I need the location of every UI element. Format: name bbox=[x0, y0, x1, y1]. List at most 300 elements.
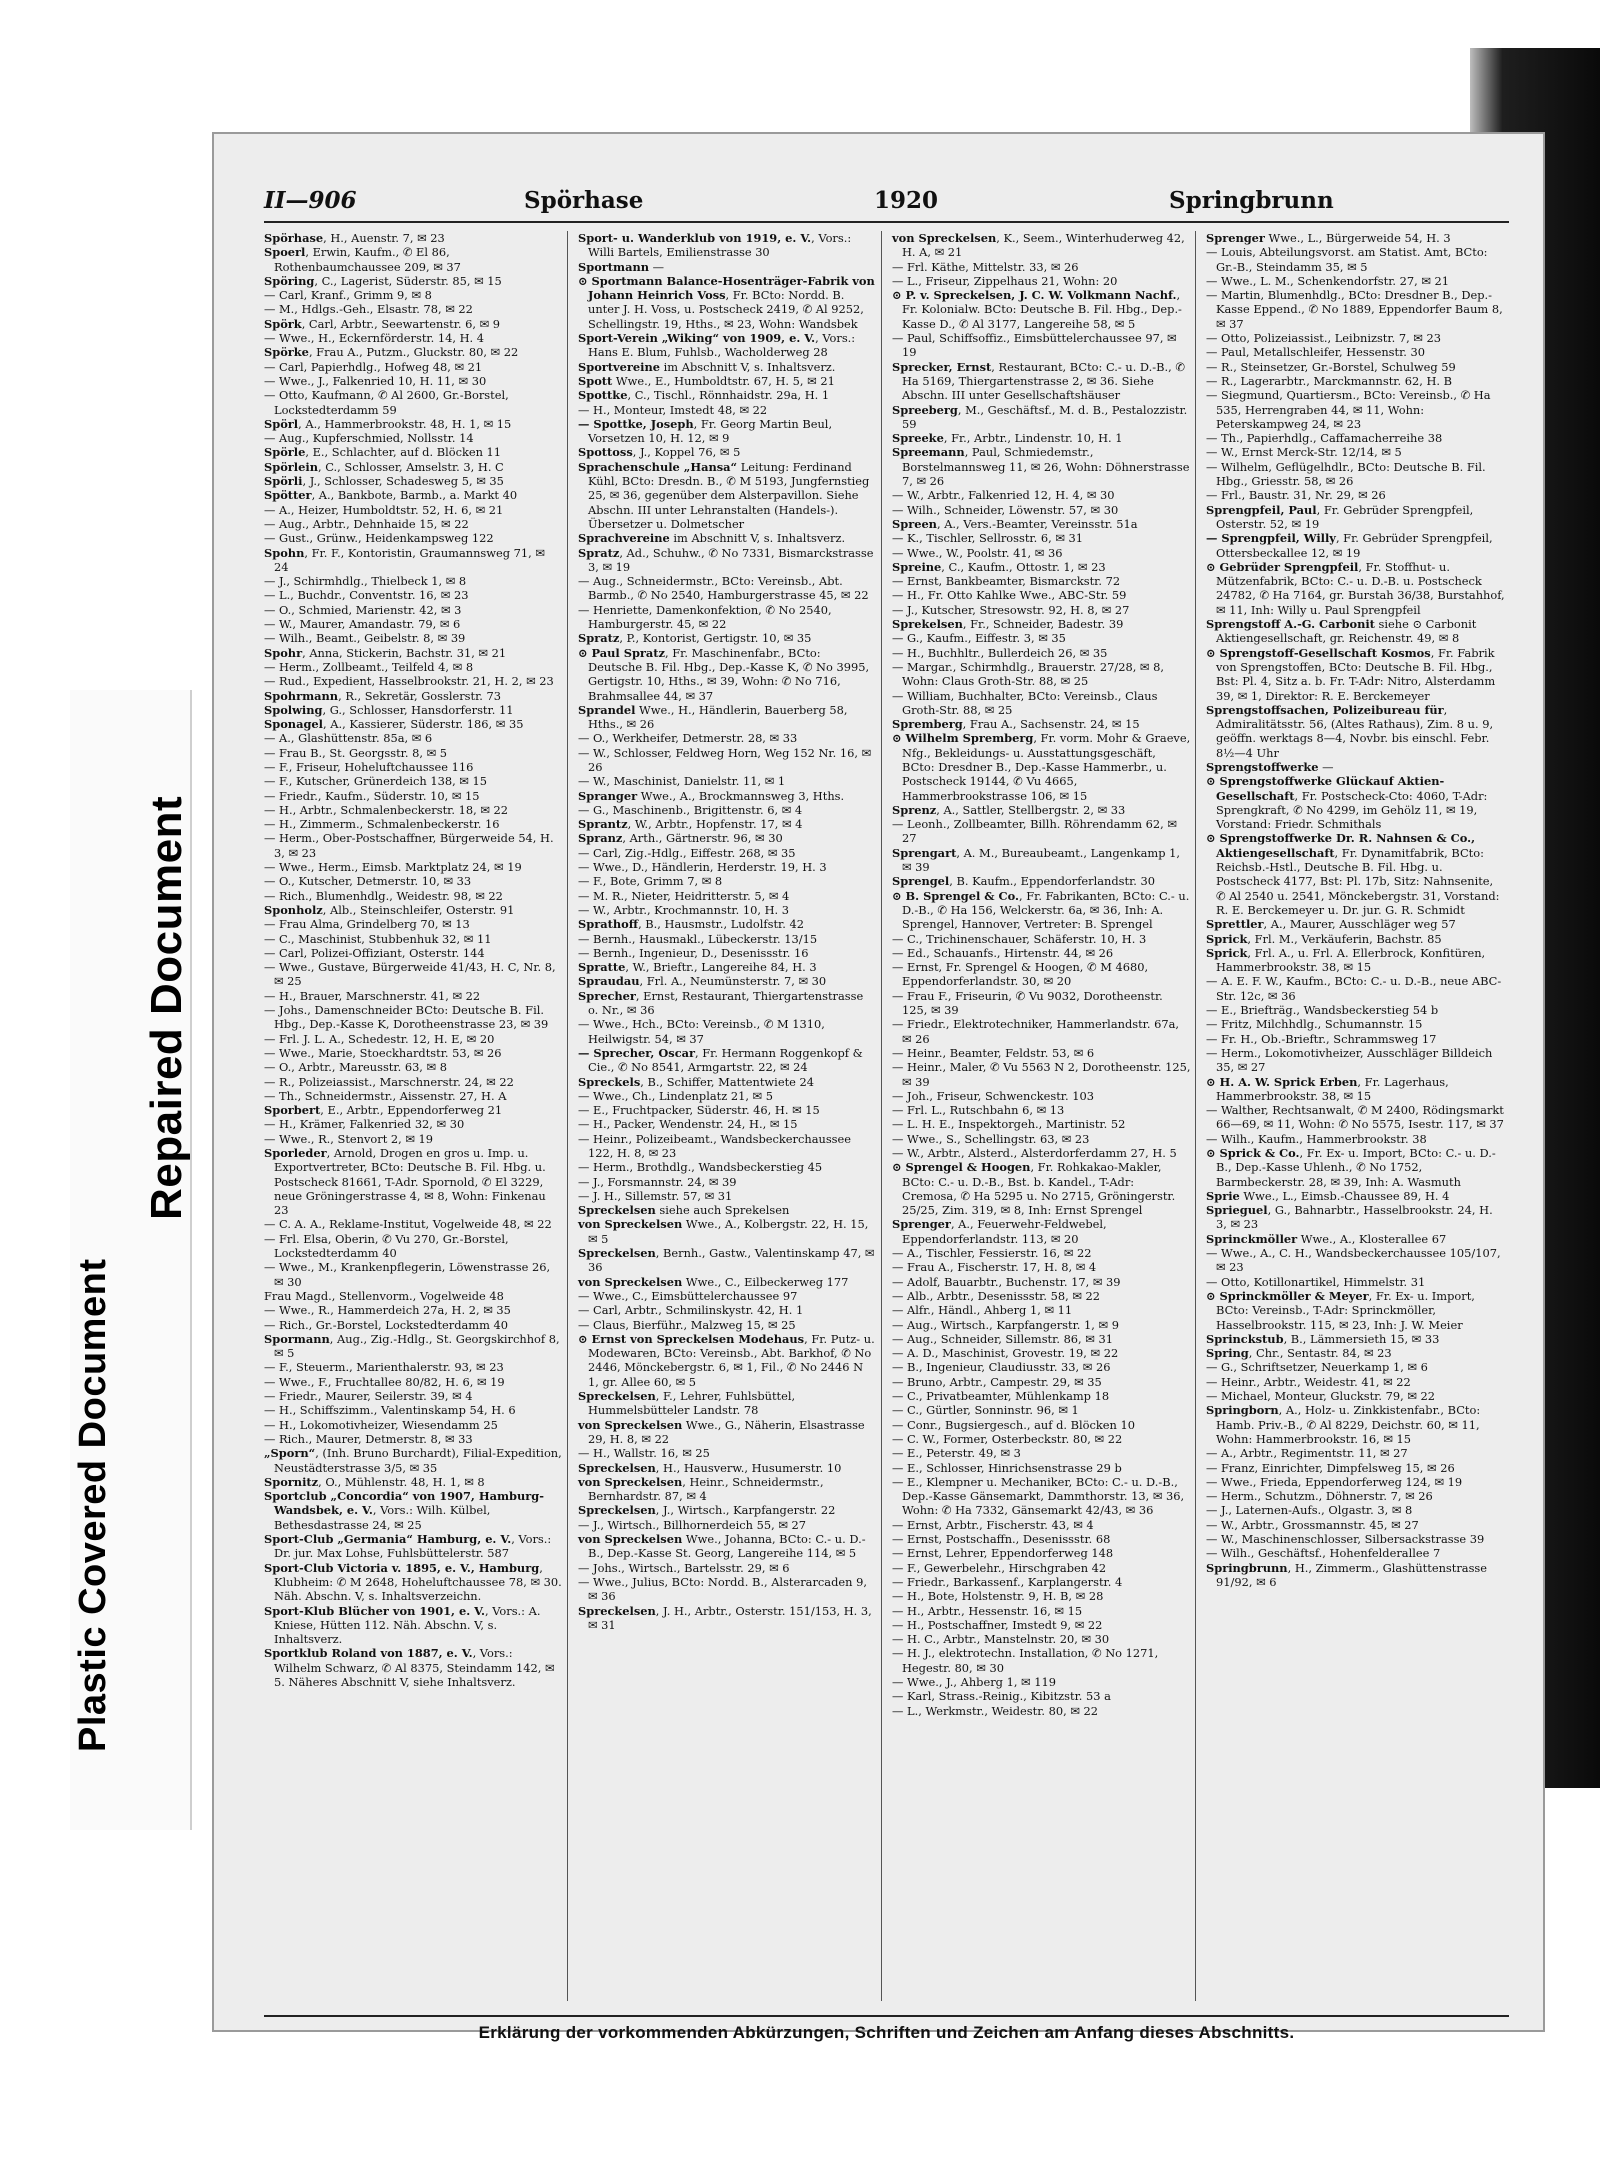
entry-details: , Klubheim: ✆ M 2648, Hoheluftchaussee 78, ✉ 30. Näh. Abschn. V, s. Inhaltsverzeichn. bbox=[274, 1560, 562, 1604]
entry-details: — Fr. H., Ob.-Brieftr., Schrammsweg 17 bbox=[1206, 1031, 1437, 1046]
entry-details: , G., Bahnarbtr., Hasselbrookstr. 24, H. 3, ✉ 23 bbox=[1216, 1203, 1493, 1232]
directory-entry bbox=[1206, 945, 1505, 975]
directory-entry bbox=[264, 817, 563, 832]
entry-name: Sprick bbox=[1206, 945, 1248, 960]
entry-details: — Herm., Lokomotivheizer, Ausschläger Billdeich 35, ✉ 27 bbox=[1206, 1045, 1493, 1075]
directory-entry bbox=[1206, 645, 1505, 703]
directory-entry bbox=[1206, 1146, 1505, 1189]
directory-entry bbox=[264, 888, 563, 903]
entry-details: Wwe., Johanna, BCto: C.- u. D.-B., Dep.-Kasse St. Georg, Langereihe 114, ✉ 5 bbox=[588, 1532, 866, 1561]
entry-details: — Wwe., R., Stenvort 2, ✉ 19 bbox=[264, 1131, 434, 1146]
entry-name: Spormann bbox=[264, 1331, 330, 1346]
directory-entry bbox=[264, 516, 563, 531]
entry-details: , B. Kaufm., Eppendorferlandstr. 30 bbox=[949, 874, 1156, 889]
repaired-document-label: Repaired Document bbox=[142, 795, 191, 1220]
directory-entry bbox=[264, 345, 563, 360]
entry-details: , Arnold, Drogen en gros u. Imp. u. Exportvertreter, BCto: Deutsche B. Fil. Hbg. u. Postscheck 81661, T-Adr. Spornold, ✆ El 3229, neue Gröningerstrasse 4, ✉ 8, Wohn: Finkenau 23 bbox=[274, 1146, 546, 1218]
entry-details: — Heinr., Beamter, Feldstr. 53, ✉ 6 bbox=[892, 1045, 1095, 1060]
entry-details: , Fr., Arbtr., Lindenstr. 10, H. 1 bbox=[943, 431, 1123, 446]
entry-details: — H., Buchhltr., Bullerdeich 26, ✉ 35 bbox=[892, 645, 1108, 660]
directory-entry bbox=[1206, 245, 1505, 274]
directory-entry bbox=[892, 273, 1191, 288]
entry-name: Spreckelsen bbox=[578, 1503, 656, 1518]
entry-name: Spornitz bbox=[264, 1474, 319, 1489]
directory-entry bbox=[578, 888, 877, 903]
directory-entry bbox=[578, 917, 877, 932]
directory-entry bbox=[892, 1117, 1191, 1132]
directory-entry bbox=[892, 1617, 1191, 1632]
entry-name: Sprengstoffsachen, Polizeibureau für bbox=[1206, 702, 1444, 717]
entry-details: — A., Heizer, Humboldtstr. 52, H. 6, ✉ 21 bbox=[264, 502, 504, 517]
directory-entry bbox=[578, 1074, 877, 1089]
directory-entry bbox=[892, 945, 1191, 960]
entry-details: — Herm., Ober-Postschaffner, Bürgerweide 54, H. 3, ✉ 23 bbox=[264, 831, 554, 860]
entry-details: — Wwe., D., Händlerin, Herderstr. 19, H. 3 bbox=[578, 860, 827, 875]
abbreviation-note: Erklärung der vorkommenden Abkürzungen, Schriften und Zeichen am Anfang dieses Abschnitts. bbox=[264, 2015, 1509, 2043]
directory-entry bbox=[578, 1017, 877, 1046]
entry-details: — J., Kutscher, Stresowstr. 92, H. 8, ✉ 27 bbox=[892, 602, 1130, 617]
directory-entry bbox=[578, 1460, 877, 1475]
directory-entry bbox=[892, 531, 1191, 546]
directory-entry bbox=[892, 731, 1191, 803]
entry-details: — Wwe., Julius, BCto: Nordd. B., Alsterarcaden 9, ✉ 36 bbox=[578, 1574, 867, 1604]
directory-entry bbox=[892, 1460, 1191, 1475]
entry-details: , Fr. Ex- u. Import, BCto: Vereinsb., T-Adr: Sprinckmöller, Hasselbrookstr. 115, ✉ 23, Inh: J. W. Meier bbox=[1216, 1288, 1475, 1332]
entry-name: Sportmann bbox=[578, 259, 650, 274]
entry-details: — Otto, Polizeiassist., Leibnizstr. 7, ✉ 23 bbox=[1206, 331, 1441, 346]
directory-entry bbox=[1206, 1188, 1505, 1203]
entry-details: , Frau A., Sachsenstr. 24, ✉ 15 bbox=[962, 717, 1140, 732]
entry-details: — J., Forsmannstr. 24, ✉ 39 bbox=[578, 1174, 737, 1189]
directory-entry bbox=[1206, 1546, 1505, 1561]
directory-entry bbox=[892, 1288, 1191, 1303]
entry-details: Leitung: Ferdinand Kühl, BCto: Dresdn. B., ✆ M 5193, Jungfernstieg 25, ✉ 36, gegenüber dem Alsterpavillon. Siehe Abschn. III unter Lehranstalten (Handels-). Übersetzer u. Dolmetscher bbox=[588, 459, 870, 531]
entry-name: Sprinckstub bbox=[1206, 1331, 1284, 1346]
entry-name: Spranz bbox=[578, 831, 623, 846]
entry-details: — H., Wallstr. 16, ✉ 25 bbox=[578, 1446, 710, 1461]
directory-entry bbox=[264, 1031, 563, 1046]
directory-entry bbox=[578, 416, 877, 446]
directory-entry bbox=[578, 802, 877, 817]
entry-details: — H., Arbtr., Schmalenbeckerstr. 18, ✉ 22 bbox=[264, 802, 508, 817]
entry-details: — F., Gewerbelehr., Hirschgraben 42 bbox=[892, 1560, 1107, 1575]
entry-details: — G., Kaufm., Eiffestr. 3, ✉ 35 bbox=[892, 631, 1066, 646]
entry-details: — J. H., Sillemstr. 57, ✉ 31 bbox=[578, 1188, 733, 1203]
directory-entry bbox=[264, 302, 563, 317]
entry-details: , E., Schlachter, auf d. Blöcken 11 bbox=[305, 445, 502, 460]
directory-entry bbox=[264, 1117, 563, 1132]
directory-entry bbox=[892, 631, 1191, 646]
entry-details: — M., Hdlgs.-Geh., Elsastr. 78, ✉ 22 bbox=[264, 302, 473, 317]
entry-details: — G., Schriftsetzer, Neuerkamp 1, ✉ 6 bbox=[1206, 1360, 1428, 1375]
entry-details: , O., Mühlenstr. 48, H. 1, ✉ 8 bbox=[318, 1474, 485, 1489]
entry-name: Spreckelsen bbox=[578, 1203, 656, 1218]
directory-entry bbox=[892, 1246, 1191, 1261]
entry-details: — F., Steuerm., Marienthalerstr. 93, ✉ 23 bbox=[264, 1360, 504, 1375]
entry-details: — Frau F., Friseurin, ✆ Vu 9032, Dorotheenstr. 125, ✉ 39 bbox=[892, 988, 1163, 1018]
entry-details: — Frl. Käthe, Mittelstr. 33, ✉ 26 bbox=[892, 259, 1079, 274]
entry-details: Wwe., A., Kolbergstr. 22, H. 15, ✉ 5 bbox=[588, 1217, 869, 1246]
entry-details: , A., Feuerwehr-Feldwebel, Eppendorferlandstr. 113, ✉ 20 bbox=[902, 1217, 1107, 1246]
entry-details: , Fr. Postscheck-Cto: 4060, T-Adr: Sprengkraft, ✆ No 4299, im Gehölz 11, ✉ 19, Vorstand: Friedr. Schmithals bbox=[1216, 788, 1488, 832]
entry-details: Wwe., L., Bürgerweide 54, H. 3 bbox=[1264, 231, 1451, 245]
directory-entry bbox=[578, 531, 877, 546]
directory-entry bbox=[1206, 1446, 1505, 1461]
entry-details: , B., Hausmstr., Ludolfstr. 42 bbox=[638, 917, 804, 932]
directory-entry bbox=[578, 373, 877, 388]
directory-entry bbox=[892, 545, 1191, 560]
entry-name: — Sprengpfeil, Willy bbox=[1206, 531, 1336, 546]
directory-entry bbox=[892, 817, 1191, 846]
directory-entry bbox=[264, 1146, 563, 1218]
entry-details: , Ernst, Restaurant, Thiergartenstrasse o. Nr., ✉ 36 bbox=[588, 988, 864, 1018]
entry-details: — H. J., elektrotechn. Installation, ✆ No 1271, Hegestr. 80, ✉ 30 bbox=[892, 1646, 1159, 1675]
directory-entry bbox=[1206, 559, 1505, 617]
directory-entry bbox=[892, 574, 1191, 589]
directory-entry bbox=[1206, 1103, 1505, 1132]
directory-entry bbox=[578, 574, 877, 603]
entry-details: — Friedr., Maurer, Seilerstr. 39, ✉ 4 bbox=[264, 1389, 473, 1404]
entry-details: , Fr. Hermann Roggenkopf & Cie., ✆ No 8541, Armgartstr. 22, ✉ 24 bbox=[588, 1045, 863, 1075]
entry-details: , R., Sekretär, Gosslerstr. 73 bbox=[338, 688, 502, 703]
directory-entry bbox=[578, 331, 877, 360]
entry-details: , J., Koppel 76, ✉ 5 bbox=[632, 445, 741, 460]
entry-name: — Sprecher, Oscar bbox=[578, 1045, 696, 1060]
directory-entry bbox=[892, 1303, 1191, 1318]
entry-name: Sprie bbox=[1206, 1188, 1240, 1203]
entry-details: — Wilh., Kaufm., Hammerbrookstr. 38 bbox=[1206, 1131, 1427, 1146]
entry-name: Spolwing bbox=[264, 702, 323, 717]
entry-name: Spörhase bbox=[264, 231, 324, 245]
entry-details: — Wwe., J., Ahberg 1, ✉ 119 bbox=[892, 1674, 1056, 1689]
entry-name: Sprengstoff A.-G. Carbonit bbox=[1206, 617, 1375, 632]
entry-name: Spörk bbox=[264, 316, 302, 331]
entry-details: , Vors.: Wilhelm Schwarz, ✆ Al 8375, Steindamm 142, ✉ 5. Näheres Abschnitt V, siehe Inhaltsverz. bbox=[274, 1646, 555, 1689]
directory-entry bbox=[578, 960, 877, 975]
directory-entry bbox=[578, 931, 877, 946]
entry-name: Spraudau bbox=[578, 974, 640, 989]
entry-details: , H., Auenstr. 7, ✉ 23 bbox=[323, 231, 445, 245]
entry-details: — Wwe., S., Schellingstr. 63, ✉ 23 bbox=[892, 1131, 1090, 1146]
entry-details: — Heinr., Polizeibeamt., Wandsbeckerchaussee 122, H. 8, ✉ 23 bbox=[578, 1131, 852, 1160]
directory-entry bbox=[578, 1317, 877, 1332]
entry-details: — H., Lokomotivheizer, Wiesendamm 25 bbox=[264, 1417, 498, 1432]
entry-details: — O., Kutscher, Detmerstr. 10, ✉ 33 bbox=[264, 874, 472, 889]
entry-details: — Ernst, Arbtr., Fischerstr. 43, ✉ 4 bbox=[892, 1517, 1094, 1532]
entry-details: — Friedr., Kaufm., Süderstr. 10, ✉ 15 bbox=[264, 788, 480, 803]
entry-details: — Adolf, Bauarbtr., Buchenstr. 17, ✉ 39 bbox=[892, 1274, 1121, 1289]
entry-details: — Wilhelm, Geflügelhdlr., BCto: Deutsche B. Fil. Hbg., Griesstr. 58, ✉ 26 bbox=[1206, 459, 1486, 489]
entry-details: — Ed., Schauanfs., Hirtenstr. 44, ✉ 26 bbox=[892, 945, 1114, 960]
entry-name: ⊙ Sprengel & Hoogen bbox=[892, 1160, 1031, 1175]
entry-details: Wwe., E., Humboldtstr. 67, H. 5, ✉ 21 bbox=[612, 373, 835, 388]
entry-details: , Vors.: Hans E. Blum, Fuhlsb., Wacholderweg 28 bbox=[588, 331, 856, 360]
directory-entry bbox=[1206, 345, 1505, 360]
directory-entry bbox=[578, 988, 877, 1018]
entry-details: — Franz, Einrichter, Dimpfelsweg 15, ✉ 26 bbox=[1206, 1460, 1455, 1475]
entry-name: Spörlein bbox=[264, 459, 318, 474]
entry-details: — Bruno, Arbtr., Campestr. 29, ✉ 35 bbox=[892, 1374, 1102, 1389]
entry-details: — William, Buchhalter, BCto: Vereinsb., Claus Groth-Str. 88, ✉ 25 bbox=[892, 688, 1158, 717]
entry-details: — bbox=[649, 259, 665, 274]
entry-details: — C. W., Former, Osterbeckstr. 80, ✉ 22 bbox=[892, 1431, 1123, 1446]
entry-name: Sprantz bbox=[578, 817, 628, 832]
entry-details: , Fr. vorm. Mohr & Graeve, Nfg., Bekleidungs- u. Ausstattungsgeschäft, BCto: Dresdner B., Dep.-Kasse Hammerbr., u. Postscheck 19144, ✆ Vu 4665, Hammerbrookstrasse 106, ✉ 15 bbox=[902, 731, 1191, 803]
directory-entry bbox=[892, 431, 1191, 446]
entry-details: — G., Maschinenb., Brigittenstr. 6, ✉ 4 bbox=[578, 802, 803, 817]
entry-details: , W., Brieftr., Langereihe 84, H. 3 bbox=[625, 960, 817, 975]
entry-details: , Fr. Kolonialw. BCto: Deutsche B. Fil. Hbg., Dep.-Kasse D., ✆ Al 3177, Langereihe 58, ✉ 5 bbox=[902, 288, 1182, 331]
entry-name: Spratz bbox=[578, 631, 620, 646]
entry-details: , Chr., Sentastr. 84, ✉ 23 bbox=[1248, 1346, 1392, 1361]
entry-details: — Wwe., F., Fruchtallee 80/82, H. 6, ✉ 19 bbox=[264, 1374, 505, 1389]
entry-details: , C., Tischl., Rönnhaidstr. 29a, H. 1 bbox=[627, 388, 830, 403]
directory-entry bbox=[892, 1632, 1191, 1647]
entry-name: Spreckels bbox=[578, 1074, 641, 1089]
entry-details: — O., Werkheifer, Detmerstr. 28, ✉ 33 bbox=[578, 731, 798, 746]
entry-name: Spring bbox=[1206, 1346, 1249, 1361]
entry-details: , Frl. A., Neumünsterstr. 7, ✉ 30 bbox=[639, 974, 827, 989]
entry-name: Sprekelsen bbox=[892, 617, 963, 632]
directory-entry bbox=[264, 445, 563, 460]
entry-details: , Fr. BCto: Nordd. B. unter J. H. Voss, u. Postscheck 2419, ✆ Al 9252, Schellingstr. 19, Hths., ✉ 23, Wohn: Wandsbek bbox=[588, 288, 864, 331]
entry-name: Sprengel bbox=[892, 874, 950, 889]
directory-entry bbox=[892, 1131, 1191, 1146]
directory-entry bbox=[264, 1474, 563, 1489]
directory-entry bbox=[264, 1288, 563, 1303]
directory-entry bbox=[1206, 759, 1505, 774]
entry-details: — Wilh., Geschäftsf., Hohenfelderallee 7 bbox=[1206, 1546, 1441, 1561]
entry-details: — Rich., Maurer, Detmerstr. 8, ✉ 33 bbox=[264, 1431, 473, 1446]
directory-entry bbox=[264, 960, 563, 989]
entry-details: — H., Brauer, Marschnerstr. 41, ✉ 22 bbox=[264, 988, 481, 1003]
entry-details: — Ernst, Bankbeamter, Bismarckstr. 72 bbox=[892, 574, 1121, 589]
entry-details: — Rud., Expedient, Hasselbrookstr. 21, H. 2, ✉ 23 bbox=[264, 674, 554, 689]
entry-name: Sport-Verein „Wiking“ von 1909, e. V. bbox=[578, 331, 816, 346]
directory-entry bbox=[1206, 1360, 1505, 1375]
directory-entry bbox=[578, 1574, 877, 1604]
directory-entry bbox=[892, 402, 1191, 432]
directory-entry bbox=[892, 1360, 1191, 1375]
entry-details: — C. A. A., Reklame-Institut, Vogelweide 48, ✉ 22 bbox=[264, 1217, 552, 1232]
directory-page bbox=[212, 132, 1545, 2042]
entry-details: — F., Bote, Grimm 7, ✉ 8 bbox=[578, 874, 723, 889]
entry-name: von Spreckelsen bbox=[578, 1417, 683, 1432]
directory-entry bbox=[264, 416, 563, 431]
directory-entry bbox=[578, 1288, 877, 1303]
directory-entry bbox=[578, 231, 877, 260]
page-number: II—906 bbox=[264, 187, 357, 214]
entry-name: Spötter bbox=[264, 488, 312, 503]
entry-details: — Aug., Kupferschmied, Nollsstr. 14 bbox=[264, 431, 474, 446]
entry-name: ⊙ Gebrüder Sprengpfeil bbox=[1206, 559, 1359, 574]
entry-details: — Margar., Schirmhdlg., Brauerstr. 27/28, ✉ 8, Wohn: Claus Groth-Str. 88, ✉ 25 bbox=[892, 659, 1164, 689]
entry-details: — H., Arbtr., Hessenstr. 16, ✉ 15 bbox=[892, 1603, 1083, 1618]
entry-details: im Abschnitt V, s. Inhaltsverz. bbox=[669, 531, 846, 546]
entry-details: Wwe., A., Klosterallee 67 bbox=[1297, 1231, 1447, 1246]
entry-details: — K., Tischler, Sellrosstr. 6, ✉ 31 bbox=[892, 531, 1083, 546]
entry-details: — Martin, Blumenhdlg., BCto: Dresdner B., Dep.-Kasse Eppend., ✆ No 1889, Eppendorfer Baum 8, ✉ 37 bbox=[1206, 288, 1503, 331]
entry-details: — bbox=[1318, 759, 1334, 774]
directory-entry bbox=[1206, 359, 1505, 374]
entry-details: — Ernst, Postschaffn., Desenissstr. 68 bbox=[892, 1532, 1111, 1547]
directory-entry bbox=[578, 1117, 877, 1132]
entry-details: — Wwe., Frieda, Eppendorferweg 124, ✉ 19 bbox=[1206, 1474, 1463, 1489]
entry-details: — R., Steinsetzer, Gr.-Borstel, Schulweg 59 bbox=[1206, 359, 1456, 374]
entry-details: — A., Glashüttenstr. 85a, ✉ 6 bbox=[264, 731, 433, 746]
directory-entry bbox=[264, 988, 563, 1003]
entry-details: , Fr. Maschinenfabr., BCto: Deutsche B. Fil. Hbg., Dep.-Kasse K, ✆ No 3995, Gertigstr. 10, Hths., ✉ 39, Wohn: ✆ No 716, Brahmsallee 44, ✉ 37 bbox=[588, 645, 870, 703]
entry-details: , Vors.: Dr. jur. Max Lohse, Fuhlsbüttelerstr. 587 bbox=[274, 1532, 552, 1561]
directory-entry bbox=[1206, 1246, 1505, 1275]
entry-details: , Fr. Ex- u. Import, BCto: C.- u. D.-B., Dep.-Kasse Uhlenh., ✆ No 1752, Barmbeckerstr. 28, ✉ 39, Inh: A. Wasmuth bbox=[1216, 1146, 1496, 1189]
directory-entry bbox=[264, 373, 563, 388]
directory-entry bbox=[578, 459, 877, 531]
entry-details: — W., Maurer, Amandastr. 79, ✉ 6 bbox=[264, 617, 461, 632]
entry-details: — M. R., Nieter, Heidritterstr. 5, ✉ 4 bbox=[578, 888, 790, 903]
entry-details: — Paul, Schiffsoffiz., Eimsbüttelerchaussee 97, ✉ 19 bbox=[892, 331, 1177, 360]
directory-entry bbox=[578, 902, 877, 917]
entry-name: Spreckelsen bbox=[578, 1460, 656, 1475]
entry-details: , W., Arbtr., Hopfenstr. 17, ✉ 4 bbox=[627, 817, 803, 832]
entry-details: — Bernh., Ingenieur, D., Desenissstr. 16 bbox=[578, 945, 809, 960]
entry-details: , Restaurant, BCto: C.- u. D.-B., ✆ Ha 5169, Thiergartenstrasse 2, ✉ 36. Siehe Abschn. III unter Gesellschaftshäuser bbox=[902, 359, 1185, 403]
entry-details: — F., Kutscher, Grünerdeich 138, ✉ 15 bbox=[264, 774, 487, 789]
entry-name: Sprengstoffwerke bbox=[1206, 759, 1319, 774]
entry-details: — Wwe., Marie, Stoeckhardtstr. 53, ✉ 26 bbox=[264, 1045, 502, 1060]
directory-entry bbox=[892, 1674, 1191, 1689]
directory-entry bbox=[892, 1160, 1191, 1218]
entry-details: , E., Arbtr., Eppendorferweg 21 bbox=[320, 1103, 503, 1118]
plastic-covered-label: Plastic Covered Document bbox=[72, 1258, 114, 1752]
directory-entry bbox=[264, 1374, 563, 1389]
directory-entry bbox=[1206, 502, 1505, 532]
entry-details: — Herm., Brothdlg., Wandsbeckerstieg 45 bbox=[578, 1160, 823, 1175]
entry-name: Spratz bbox=[578, 545, 620, 560]
directory-entry bbox=[264, 617, 563, 632]
entry-details: , B., Schiffer, Mattentwiete 24 bbox=[640, 1074, 814, 1089]
entry-details: — O., Arbtr., Mareusstr. 63, ✉ 8 bbox=[264, 1060, 447, 1075]
entry-details: — W., Schlosser, Feldweg Horn, Weg 152 Nr. 16, ✉ 26 bbox=[578, 745, 872, 774]
directory-entry bbox=[892, 1446, 1191, 1461]
directory-entry bbox=[1206, 1288, 1505, 1332]
directory-entry bbox=[264, 288, 563, 303]
directory-entry bbox=[578, 1474, 877, 1504]
entry-details: , Fr., Schneider, Badestr. 39 bbox=[962, 617, 1124, 632]
entry-details: — F., Friseur, Hoheluftchaussee 116 bbox=[264, 759, 474, 774]
entry-details: — Herm., Schutzm., Döhnerstr. 7, ✉ 26 bbox=[1206, 1489, 1433, 1504]
entry-details: — Wwe., J., Falkenried 10, H. 11, ✉ 30 bbox=[264, 373, 487, 388]
directory-entry bbox=[264, 1431, 563, 1446]
directory-entry bbox=[264, 1403, 563, 1418]
directory-entry bbox=[264, 745, 563, 760]
entry-details: , Alb., Steinschleifer, Osterstr. 91 bbox=[322, 902, 515, 917]
entry-details: — Friedr., Elektrotechniker, Hammerlandstr. 67a, ✉ 26 bbox=[892, 1017, 1179, 1046]
entry-details: , A., Holz- u. Zinkkistenfabr., BCto: Hamb. Priv.-B., ✆ Al 8229, Deichstr. 60, ✉ 11, Wohn: Hammerbrookstr. 16, ✉ 15 bbox=[1216, 1403, 1481, 1446]
directory-entry bbox=[1206, 1517, 1505, 1532]
entry-name: Sprandel bbox=[578, 702, 636, 717]
entry-details: , Paul, Schmiedemstr., Borstelmannsweg 11, ✉ 26, Wohn: Döhnerstrasse 7, ✉ 26 bbox=[902, 445, 1190, 489]
entry-details: — E., Schlosser, Hinrichsenstrasse 29 b bbox=[892, 1460, 1122, 1475]
entry-details: — Siegmund, Quartiersm., BCto: Vereinsb., ✆ Ha 535, Herrengraben 44, ✉ 11, Wohn: Peterskampweg 24, ✉ 23 bbox=[1206, 388, 1491, 431]
directory-entry bbox=[264, 717, 563, 732]
directory-entry bbox=[578, 1188, 877, 1203]
entry-details: — Wwe., Ch., Lindenplatz 21, ✉ 5 bbox=[578, 1088, 773, 1103]
directory-entry bbox=[264, 645, 563, 660]
entry-details: — H., Krämer, Falkenried 32, ✉ 30 bbox=[264, 1117, 465, 1132]
directory-entry bbox=[892, 488, 1191, 503]
directory-entry bbox=[264, 731, 563, 746]
directory-entry bbox=[892, 1589, 1191, 1604]
directory-entry bbox=[892, 1389, 1191, 1404]
entry-details: — Gust., Grünw., Heidenkampsweg 122 bbox=[264, 531, 494, 546]
directory-entry bbox=[264, 1446, 563, 1475]
entry-name: Sprecker, Ernst bbox=[892, 359, 992, 374]
directory-entry bbox=[264, 802, 563, 817]
entry-details: — Wwe., Gustave, Bürgerweide 41/43, H. C, Nr. 8, ✉ 25 bbox=[264, 960, 556, 989]
entry-details: — E., Briefträg., Wandsbeckerstieg 54 b bbox=[1206, 1003, 1439, 1018]
directory-entry bbox=[892, 1517, 1191, 1532]
entry-details: , Heinr., Schneidermstr., Bernhardstr. 87, ✉ 4 bbox=[588, 1474, 824, 1504]
directory-columns bbox=[264, 231, 1509, 2001]
directory-entry bbox=[892, 1045, 1191, 1060]
directory-entry bbox=[892, 802, 1191, 817]
directory-entry bbox=[1206, 974, 1505, 1003]
entry-name: ⊙ Ernst von Spreckelsen Modehaus bbox=[578, 1331, 805, 1346]
directory-entry bbox=[264, 688, 563, 703]
entry-details: — Walther, Rechtsanwalt, ✆ M 2400, Rödingsmarkt 66—69, ✉ 11, Wohn: ✆ No 5575, Isestr. 117, ✉ 37 bbox=[1206, 1103, 1504, 1132]
header-first-word: Spörhase bbox=[524, 187, 644, 214]
directory-entry bbox=[578, 845, 877, 860]
directory-entry bbox=[892, 1060, 1191, 1089]
directory-entry bbox=[264, 1417, 563, 1432]
entry-details: , Arth., Gärtnerstr. 96, ✉ 30 bbox=[622, 831, 783, 846]
entry-name: Sprachvereine bbox=[578, 531, 670, 546]
entry-details: — Carl, Zig.-Hdlg., Eiffestr. 268, ✉ 35 bbox=[578, 845, 796, 860]
directory-entry bbox=[892, 1374, 1191, 1389]
entry-details: — Frau B., St. Georgsstr. 8, ✉ 5 bbox=[264, 745, 448, 760]
entry-name: Sprick bbox=[1206, 931, 1248, 946]
directory-entry bbox=[1206, 931, 1505, 946]
directory-entry bbox=[892, 1146, 1191, 1160]
entry-name: ⊙ Sprengstoffwerke Dr. R. Nahnsen & Co., Aktiengesellschaft bbox=[1206, 831, 1476, 860]
entry-details: — L., Werkmstr., Weidestr. 80, ✉ 22 bbox=[892, 1703, 1099, 1718]
entry-name: Sport-Klub Blücher von 1901, e. V. bbox=[264, 1603, 485, 1618]
directory-entry bbox=[264, 759, 563, 774]
entry-name: Sprenger bbox=[1206, 231, 1265, 245]
directory-entry bbox=[578, 402, 877, 417]
directory-entry bbox=[264, 1260, 563, 1289]
entry-details: — Frau A., Fischerstr. 17, H. 8, ✉ 4 bbox=[892, 1260, 1097, 1275]
directory-entry bbox=[578, 273, 877, 331]
entry-details: — H., Zimmerm., Schmalenbeckerstr. 16 bbox=[264, 817, 500, 832]
entry-details: , Fr. Fabrikanten, BCto: C.- u. D.-B., ✆ Ha 156, Welckerstr. 6a, ✉ 36, Inh: A. Sprengel, Hannover, Vertreter: B. Sprengel bbox=[902, 888, 1190, 932]
directory-entry bbox=[1206, 831, 1505, 917]
entry-details: , B., Lämmersieth 15, ✉ 33 bbox=[1283, 1331, 1440, 1346]
entry-details: — Wwe., C., Eimsbüttelerchaussee 97 bbox=[578, 1288, 798, 1303]
entry-details: — Wwe., R., Hammerdeich 27a, H. 2, ✉ 35 bbox=[264, 1303, 511, 1318]
directory-entry bbox=[264, 702, 563, 717]
directory-entry bbox=[892, 259, 1191, 274]
directory-entry bbox=[892, 1546, 1191, 1561]
entry-details: — Carl, Kranf., Grimm 9, ✉ 8 bbox=[264, 288, 432, 303]
directory-entry bbox=[264, 331, 563, 346]
entry-details: — Frl. Elsa, Oberin, ✆ Vu 270, Gr.-Borstel, Lockstedterdamm 40 bbox=[264, 1231, 509, 1261]
entry-name: ⊙ H. A. W. Sprick Erben bbox=[1206, 1074, 1358, 1089]
entry-name: Spreemann bbox=[892, 445, 965, 460]
directory-entry bbox=[892, 502, 1191, 517]
entry-name: Spreckelsen bbox=[578, 1246, 656, 1261]
